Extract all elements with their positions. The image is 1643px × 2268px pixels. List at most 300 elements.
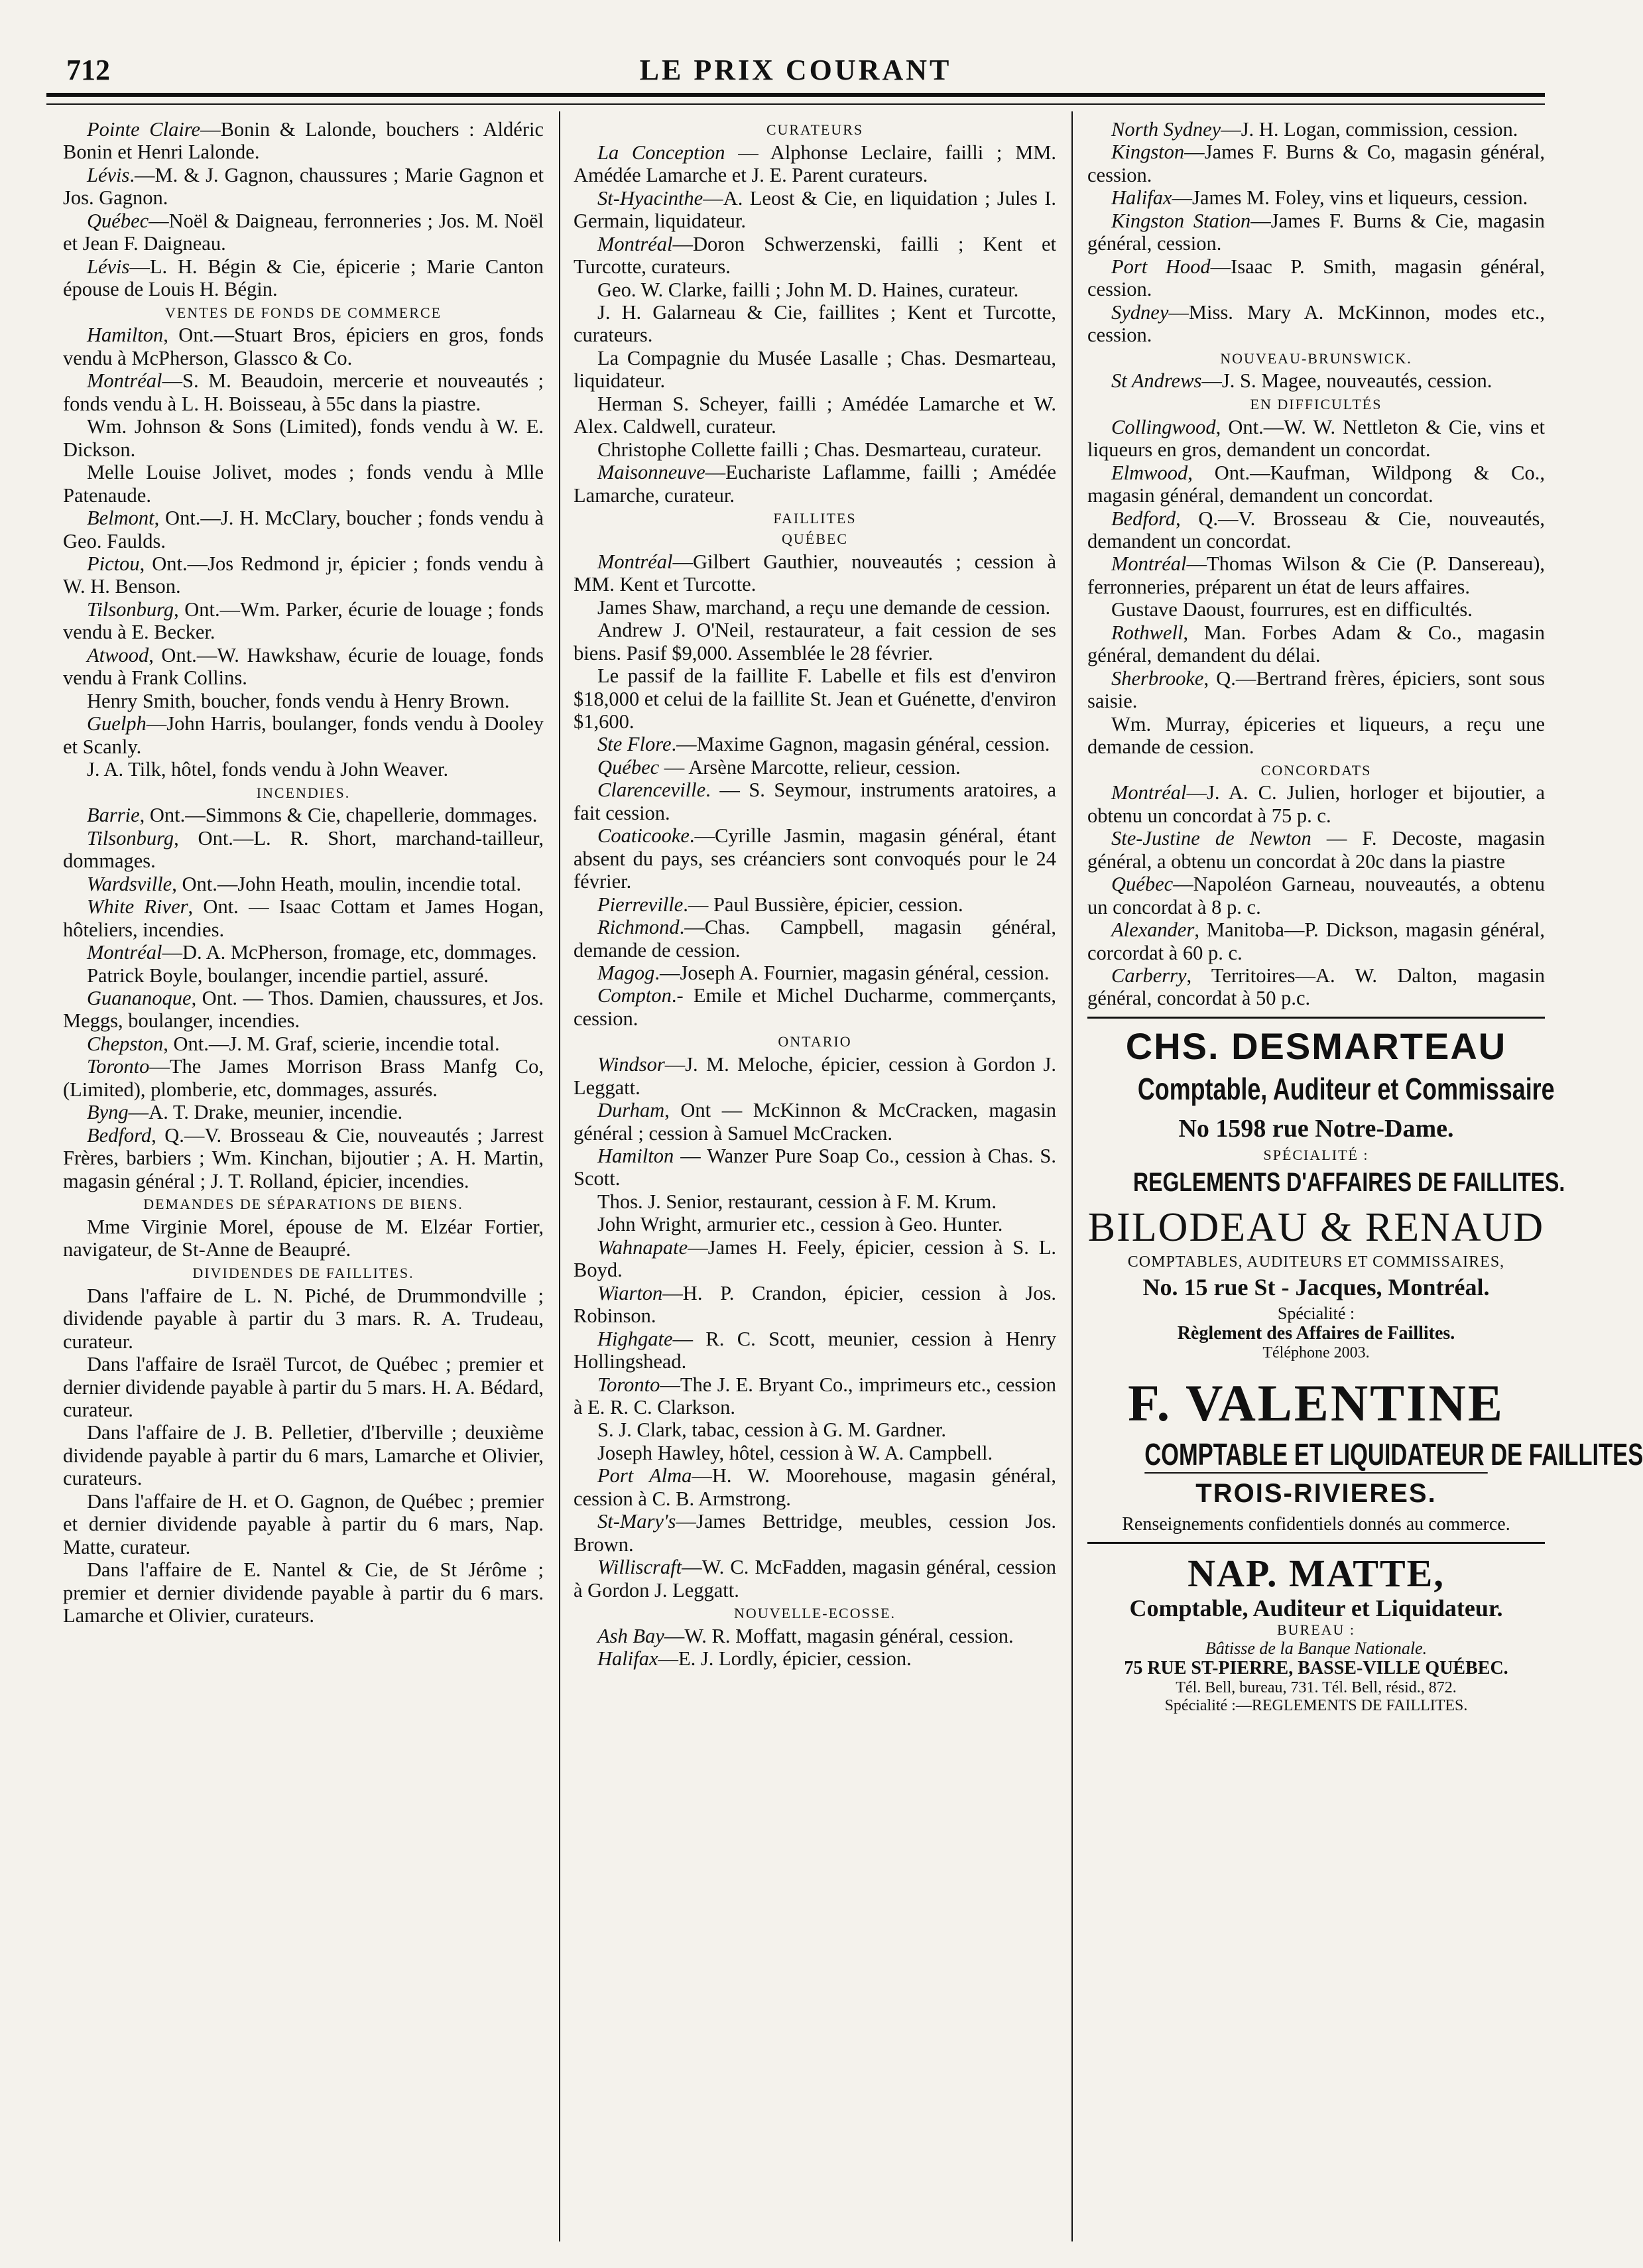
notice-entry — [574, 984, 1056, 1030]
notice-entry — [574, 1510, 1056, 1556]
notice-entry — [574, 619, 1056, 664]
entry-text: , Ont.—Jos Redmond jr, épicier ; fonds vendu à W. H. Benson. — [63, 552, 544, 598]
entry-place: Highgate — [597, 1327, 673, 1350]
notice-entry — [574, 438, 1056, 461]
notice-entry — [63, 1101, 544, 1123]
notice-entry — [1087, 621, 1545, 667]
entry-text: —J. A. C. Julien, horloger et bijoutier, a obtenu un concordat à 75 p. c. — [1087, 781, 1545, 827]
entry-text: , Ont.—W. Hawkshaw, écurie de louage, fonds vendu à Frank Collins. — [63, 643, 544, 690]
entry-text: —The James Morrison Brass Manfg Co, (Limited), plomberie, etc, dommages, assurés. — [63, 1055, 544, 1101]
entry-text: — Wanzer Pure Soap Co., cession à Chas. S. Scott. — [574, 1145, 1056, 1190]
entry-place: Alexander — [1111, 918, 1195, 942]
ad-matte-address: 75 RUE ST-PIERRE, BASSE-VILLE QUÉBEC. — [1124, 1658, 1508, 1679]
entry-place: Toronto — [597, 1373, 660, 1396]
header-rule-thick — [46, 93, 1545, 97]
notice-entry — [63, 1353, 544, 1421]
notice-entry — [63, 598, 544, 644]
separations-list — [63, 1216, 544, 1261]
notice-entry — [63, 987, 544, 1033]
entry-text: Andrew J. O'Neil, restaurateur, a fait cession de ses biens. Pasif $9,000. Assemblée le 28 février. — [574, 619, 1056, 664]
notice-entry — [574, 1418, 1056, 1441]
notice-entry — [63, 552, 544, 598]
notice-entry — [63, 712, 544, 758]
notice-entry — [63, 804, 544, 826]
section-heading-faillites: FAILLITES — [773, 510, 857, 527]
notice-entry — [574, 393, 1056, 438]
entry-place: Richmond — [597, 916, 680, 939]
notice-entry — [63, 164, 544, 210]
entry-place: Kingston Station — [1111, 209, 1251, 232]
notice-entry — [63, 690, 544, 712]
entry-place: Ash Bay — [597, 1624, 664, 1647]
column-3 — [1087, 118, 1643, 2248]
subheading-nouveau-brunswick: NOUVEAU-BRUNSWICK. — [1220, 349, 1412, 367]
notice-entry — [1087, 873, 1545, 918]
notice-entry — [574, 824, 1056, 893]
entry-place: White River — [87, 895, 188, 918]
entry-place: Halifax — [1111, 186, 1172, 210]
notice-entry — [1087, 598, 1545, 621]
entry-text: Joseph Hawley, hôtel, cession à W. A. Campbell. — [597, 1441, 993, 1464]
entry-text: Wm. Murray, épiceries et liqueurs, a reçu une demande de cession. — [1087, 712, 1545, 759]
entry-text: —James F. Burns & Co, magasin général, cession. — [1087, 141, 1545, 186]
entry-text: — R. C. Scott, meunier, cession à Henry Hollingshead. — [574, 1327, 1056, 1373]
entry-text: —A. T. Drake, meunier, incendie. — [128, 1101, 403, 1124]
notice-entry — [574, 1053, 1056, 1099]
notice-entry — [1087, 964, 1545, 1010]
entry-text: —H. W. Moorehouse, magasin général, cession à C. B. Armstrong. — [574, 1464, 1056, 1510]
entry-text: , Ont.—L. R. Short, marchand-tailleur, dommages. — [63, 826, 544, 873]
notice-entry — [574, 1464, 1056, 1510]
notice-entry — [574, 1236, 1056, 1282]
ad-desmarteau — [1087, 1025, 1565, 1198]
entry-text: —S. M. Beaudoin, mercerie et nouveautés ; fonds vendu à L. H. Boisseau, à 55c dans la piastre. — [63, 369, 544, 415]
notice-entry — [1087, 118, 1545, 141]
notice-entry — [574, 1442, 1056, 1464]
entry-text: — Alphonse Leclaire, failli ; MM. Amédée Lamarche et J. E. Parent curateurs. — [574, 141, 1056, 187]
entry-place: Pictou — [87, 552, 140, 576]
notice-entry — [574, 1328, 1056, 1373]
entry-place: St-Mary's — [597, 1510, 676, 1533]
curateurs-list — [574, 141, 1056, 507]
entry-text: —The J. E. Bryant Co., imprimeurs etc., cession à E. R. C. Clarkson. — [574, 1373, 1056, 1418]
column-divider-1 — [559, 111, 560, 2241]
entry-text: —Napoléon Garneau, nouveautés, a obtenu un concordat à 8 p. c. — [1087, 873, 1545, 918]
column-2 — [574, 118, 1056, 2248]
notice-entry — [574, 1190, 1056, 1213]
section-heading-curateurs: CURATEURS — [766, 121, 864, 138]
notice-entry — [1087, 210, 1545, 255]
entry-text: , Territoires—A. W. Dalton, magasin général, concordat à 50 p.c. — [1087, 964, 1545, 1010]
notice-entry — [574, 1647, 1056, 1670]
notice-entry — [63, 1124, 544, 1192]
entry-place: Tilsonburg — [87, 826, 174, 850]
notice-entry — [1087, 713, 1545, 759]
notice-entry — [63, 827, 544, 873]
entry-text: Mme Virginie Morel, épouse de M. Elzéar Fortier, navigateur, de St-Anne de Beaupré. — [63, 1215, 544, 1261]
entry-text: —J. M. Meloche, épicier, cession à Gordon J. Leggatt. — [574, 1053, 1056, 1099]
entry-place: Kingston — [1111, 141, 1185, 164]
entry-place: Coaticooke — [597, 824, 690, 848]
notice-entry — [63, 895, 544, 941]
entry-text: , Ont — McKinnon & McCracken, magasin général ; cession à Samuel McCracken. — [574, 1099, 1056, 1145]
ad-matte — [1087, 1552, 1545, 1715]
entry-text: , Q.—V. Brosseau & Cie, nouveautés, demandent un concordat. — [1087, 507, 1545, 552]
header-rule-thin — [46, 103, 1545, 105]
entry-text: —Doron Schwerzenski, failli ; Kent et Turcotte, curateurs. — [574, 232, 1056, 279]
entry-text: —John Harris, boulanger, fonds vendu à Dooley et Scanly. — [63, 712, 544, 758]
entry-place: Guelph — [87, 712, 147, 735]
notice-entry — [63, 369, 544, 415]
ne-continued-list — [1087, 118, 1545, 347]
entry-text: , Ont.—Kaufman, Wildpong & Co., magasin général, demandent un concordat. — [1087, 461, 1545, 507]
entry-place: Montréal — [87, 941, 162, 964]
quebec-list — [574, 550, 1056, 1031]
notice-entry — [1087, 416, 1545, 462]
column-1 — [63, 118, 544, 2248]
subheading-nouvelle-ecosse: NOUVELLE-ECOSSE. — [733, 1605, 896, 1622]
entry-place: Carberry — [1111, 964, 1187, 987]
entry-place: Atwood — [87, 643, 149, 666]
notice-entry — [574, 893, 1056, 916]
notice-entry — [574, 916, 1056, 962]
ad-divider — [1087, 1017, 1545, 1019]
entry-place: Clarenceville — [597, 779, 706, 802]
entry-text: —Gilbert Gauthier, nouveautés ; cession à MM. Kent et Turcotte. — [574, 550, 1056, 596]
entry-place: Chepston — [87, 1032, 164, 1055]
subheading-quebec: QUÉBEC — [782, 530, 848, 547]
nouvelle-ecosse-list — [574, 1625, 1056, 1670]
entry-text: —Thomas Wilson & Cie (P. Dansereau), ferronneries, préparent un état de leurs affaires. — [1087, 552, 1545, 598]
entry-place: Durham — [597, 1099, 665, 1122]
entry-place: Pointe Claire — [87, 118, 201, 141]
entry-text: , Ont. — Thos. Damien, chaussures, et Jos. Meggs, boulanger, incendies. — [63, 987, 544, 1033]
entry-place: Montréal — [597, 550, 673, 573]
ad-matte-building: Bâtisse de la Banque Nationale. — [1205, 1639, 1428, 1659]
notice-entry — [574, 187, 1056, 233]
section-heading-ventes: VENTES DE FONDS DE COMMERCE — [164, 304, 442, 321]
page-number: 712 — [66, 54, 110, 86]
entry-place: Ste Flore — [597, 733, 672, 756]
entry-text: , Manitoba—P. Dickson, magasin général, corcordat à 60 p. c. — [1087, 918, 1545, 964]
notice-entry — [1087, 369, 1545, 392]
entry-place: Québec — [597, 755, 660, 779]
notice-entry — [63, 1490, 544, 1558]
ad-bilodeau-name: BILODEAU & RENAUD — [1087, 1205, 1545, 1251]
entry-place: Pierreville — [597, 893, 684, 916]
entry-place: St-Hyacinthe — [597, 186, 703, 210]
section-heading-separations: DEMANDES DE SÉPARATIONS DE BIENS. — [143, 1196, 463, 1213]
entry-place: Windsor — [597, 1053, 665, 1076]
entry-place: Wahnapate — [597, 1235, 688, 1259]
entry-place: Maisonneuve — [597, 461, 705, 484]
notice-entry — [574, 1625, 1056, 1647]
entry-place: North Sydney — [1111, 118, 1221, 141]
entry-text: —H. P. Crandon, épicier, cession à Jos. Robinson. — [574, 1281, 1056, 1328]
entry-place: Montréal — [1111, 552, 1187, 576]
entry-place: Wiarton — [597, 1281, 663, 1304]
ad-matte-name: NAP. MATTE, — [1187, 1551, 1445, 1595]
entry-text: .—Maxime Gagnon, magasin général, cession. — [671, 733, 1050, 756]
entry-text: Geo. W. Clarke, failli ; John M. D. Haines, curateur. — [597, 278, 1019, 301]
entry-text: —James H. Feely, épicier, cession à S. L. Boyd. — [574, 1235, 1056, 1282]
entry-text: — Arsène Marcotte, relieur, cession. — [659, 755, 961, 779]
entry-text: —J. S. Magee, nouveautés, cession. — [1201, 369, 1492, 393]
entry-place: Tilsonburg — [87, 598, 174, 621]
entry-place: Elmwood — [1111, 461, 1188, 484]
entry-text: —L. H. Bégin & Cie, épicerie ; Marie Canton épouse de Louis H. Bégin. — [63, 255, 544, 301]
ad-valentine-note: Renseignements confidentiels donnés au commerce. — [1122, 1514, 1510, 1535]
notice-entry — [1087, 255, 1545, 301]
notice-entry — [574, 347, 1056, 393]
notice-entry — [63, 1421, 544, 1489]
entry-place: Guananoque — [87, 987, 192, 1010]
notice-entry — [574, 1373, 1056, 1419]
notice-entry — [63, 1558, 544, 1627]
ad-valentine-name: F. VALENTINE — [1128, 1374, 1504, 1432]
notice-entry — [63, 255, 544, 301]
entry-text: —Euchariste Laflamme, failli ; Amédée Lamarche, curateur. — [574, 461, 1056, 507]
entry-text: Herman S. Scheyer, failli ; Amédée Lamarche et W. Alex. Caldwell, curateur. — [574, 392, 1056, 438]
entry-place: Montréal — [597, 232, 673, 255]
notice-entry — [63, 118, 544, 164]
entry-text: —James F. Burns & Cie, magasin général, cession. — [1087, 209, 1545, 255]
entry-text: , Ont.—Simmons & Cie, chapellerie, dommages. — [139, 804, 538, 827]
notice-entry — [63, 461, 544, 507]
notice-entry — [574, 233, 1056, 279]
entry-text: —E. J. Lordly, épicier, cession. — [658, 1647, 912, 1670]
entry-text: Melle Louise Jolivet, modes ; fonds vendu à Mlle Patenaude. — [63, 461, 544, 507]
notice-entry — [1087, 827, 1545, 873]
nouveau-brunswick-list — [1087, 369, 1545, 392]
entry-text: —James M. Foley, vins et liqueurs, cession. — [1172, 186, 1528, 210]
entry-place: Québec — [87, 209, 149, 232]
entry-text: .—Joseph A. Fournier, magasin général, cession. — [654, 961, 1050, 984]
difficultes-list — [1087, 416, 1545, 759]
entry-text: —D. A. McPherson, fromage, etc, dommages. — [162, 941, 537, 964]
notice-entry — [1087, 552, 1545, 598]
ad-matte-bureau-label: BUREAU : — [1276, 1621, 1356, 1639]
notice-entry — [1087, 186, 1545, 209]
notice-entry — [63, 324, 544, 369]
notice-entry — [574, 1213, 1056, 1235]
entry-text: J. H. Galarneau & Cie, faillites ; Kent et Turcotte, curateurs. — [574, 301, 1056, 347]
notice-entry — [574, 733, 1056, 755]
notice-entry — [63, 1216, 544, 1261]
ad-matte-title: Comptable, Auditeur et Liquidateur. — [1129, 1595, 1503, 1622]
notice-entry — [63, 964, 544, 987]
notice-entry — [574, 756, 1056, 779]
entry-text: —Noël & Daigneau, ferronneries ; Jos. M. Noël et Jean F. Daigneau. — [63, 209, 544, 255]
notice-entry — [63, 941, 544, 964]
notice-entry — [574, 301, 1056, 347]
entry-place: Bedford — [87, 1123, 152, 1147]
entry-text: .- Emile et Michel Ducharme, commerçants, cession. — [574, 984, 1056, 1030]
notice-entry — [574, 1282, 1056, 1328]
notice-entry — [63, 1285, 544, 1353]
entry-text: —Bonin & Lalonde, bouchers : Aldéric Bonin et Henri Lalonde. — [63, 118, 544, 164]
entry-text: Patrick Boyle, boulanger, incendie partiel, assuré. — [87, 964, 489, 987]
entry-text: Wm. Johnson & Sons (Limited), fonds vendu à W. E. Dickson. — [63, 415, 544, 461]
ad-bilodeau-title: COMPTABLES, AUDITEURS ET COMMISSAIRES, — [1127, 1253, 1505, 1271]
entry-place: Sydney — [1111, 300, 1169, 324]
ad-desmarteau-specialty-label: SPÉCIALITÉ : — [1263, 1147, 1369, 1164]
entry-text: Dans l'affaire de H. et O. Gagnon, de Québec ; premier et dernier dividende payable à partir du 6 mars, Nap. Matte, curateur. — [63, 1489, 544, 1558]
entry-text: —Isaac P. Smith, magasin général, cession. — [1087, 255, 1545, 301]
running-title: LE PRIX COURANT — [639, 54, 952, 86]
entry-text: , Ont.—Wm. Parker, écurie de louage ; fonds vendu à E. Becker. — [63, 598, 544, 644]
entry-text: —A. Leost & Cie, en liquidation ; Jules I. Germain, liquidateur. — [574, 186, 1056, 233]
section-heading-incendies: INCENDIES. — [256, 784, 351, 801]
entry-place: La Conception — [597, 141, 725, 164]
notice-entry — [574, 550, 1056, 596]
ad-desmarteau-name: CHS. DESMARTEAU — [1125, 1025, 1507, 1067]
entry-text: —W. C. McFadden, magasin général, cession à Gordon J. Leggatt. — [574, 1556, 1056, 1602]
entry-place: Rothwell — [1111, 621, 1184, 644]
entry-text: John Wright, armurier etc., cession à Geo. Hunter. — [597, 1213, 1003, 1236]
entry-place: Hamilton — [87, 324, 164, 347]
ad-valentine-title: COMPTABLE ET LIQUIDATEUR DE FAILLITES — [1144, 1438, 1488, 1474]
entry-place: Barrie — [87, 804, 140, 827]
notice-entry — [574, 1145, 1056, 1190]
notice-entry — [574, 279, 1056, 301]
ad-bilodeau-specialty-label: Spécialité : — [1277, 1303, 1355, 1323]
entry-place: St Andrews — [1111, 369, 1202, 393]
entry-text: , Ont.—W. W. Nettleton & Cie, vins et liqueurs en gros, demandent un concordat. — [1087, 415, 1545, 462]
entry-text: S. J. Clark, tabac, cession à G. M. Gardner. — [597, 1418, 947, 1442]
entry-place: Lévis — [87, 163, 130, 186]
entry-text: —James Bettridge, meubles, cession Jos. Brown. — [574, 1510, 1056, 1556]
entry-text: J. A. Tilk, hôtel, fonds vendu à John Weaver. — [87, 758, 449, 781]
ad-divider-2 — [1087, 1542, 1545, 1544]
entry-place: Montréal — [1111, 781, 1187, 804]
entry-text: . — S. Seymour, instruments aratoires, a fait cession. — [574, 779, 1056, 824]
notice-entry — [574, 1099, 1056, 1145]
entry-text: — F. Decoste, magasin général, a obtenu un concordat à 20c dans la piastre — [1087, 827, 1545, 873]
subheading-ontario: ONTARIO — [778, 1033, 852, 1050]
notice-entry — [574, 596, 1056, 619]
notice-entry — [1087, 918, 1545, 964]
section-heading-dividendes: DIVIDENDES DE FAILLITES. — [192, 1264, 414, 1281]
notice-entry — [574, 141, 1056, 187]
entry-text: Dans l'affaire de L. N. Piché, de Drummondville ; dividende payable à partir du 3 mars. R. A. Trudeau, curateur. — [63, 1284, 544, 1353]
entry-place: Collingwood — [1111, 415, 1216, 438]
entry-text: , Ont.—J. H. McClary, boucher ; fonds vendu à Geo. Faulds. — [63, 507, 544, 552]
ad-desmarteau-specialty: REGLEMENTS D'AFFAIRES DE FAILLITES. — [1133, 1167, 1565, 1197]
notice-entry — [63, 1033, 544, 1055]
entry-text: Dans l'affaire de J. B. Pelletier, d'Iberville ; deuxième dividende payable à partir du 6 mars, Lamarche et Olivier, curateurs. — [63, 1421, 544, 1490]
entry-place: Lévis — [87, 255, 130, 278]
notice-entry — [1087, 462, 1545, 507]
entry-place: Bedford — [1111, 507, 1176, 530]
entry-text: Thos. J. Senior, restaurant, cession à F. M. Krum. — [597, 1190, 997, 1213]
entry-text: , Man. Forbes Adam & Co., magasin général, demandent du délai. — [1087, 621, 1545, 667]
ad-bilodeau-address: No. 15 rue St - Jacques, Montréal. — [1142, 1274, 1490, 1301]
entry-text: .— Paul Bussière, épicier, cession. — [683, 893, 963, 916]
entry-text: Le passif de la faillite F. Labelle et fils est d'environ $18,000 et celui de la faillite St. Jean et Guénette, d'environ $1,600. — [574, 664, 1056, 733]
entry-text: La Compagnie du Musée Lasalle ; Chas. Desmarteau, liquidateur. — [574, 346, 1056, 393]
entry-place: Ste-Justine de Newton — [1111, 827, 1311, 850]
entry-place: Hamilton — [597, 1145, 674, 1168]
entry-text: Dans l'affaire de Israël Turcot, de Québec ; premier et dernier dividende payable à partir du 5 mars. H. A. Bédard, curateur. — [63, 1353, 544, 1421]
entry-place: Québec — [1111, 873, 1174, 896]
entry-text: Dans l'affaire de E. Nantel & Cie, de St Jérôme ; premier et dernier dividende payable à partir du 6 mars. Lamarche et Olivier, curateurs. — [63, 1558, 544, 1627]
entry-place: Montréal — [87, 369, 162, 393]
dividendes-list — [63, 1285, 544, 1627]
notice-entry — [574, 461, 1056, 507]
entry-text: Henry Smith, boucher, fonds vendu à Henry Brown. — [87, 689, 510, 712]
entry-place: Halifax — [597, 1647, 658, 1670]
ad-desmarteau-address: No 1598 rue Notre-Dame. — [1178, 1115, 1454, 1143]
entry-place: Williscraft — [597, 1556, 682, 1579]
entry-text: James Shaw, marchand, a reçu une demande de cession. — [597, 596, 1051, 619]
ad-valentine — [1087, 1374, 1643, 1535]
entry-text: —Miss. Mary A. McKinnon, modes etc., cession. — [1087, 300, 1545, 347]
notice-entry — [574, 779, 1056, 824]
notice-entry — [1087, 667, 1545, 713]
entry-text: , Ont.—John Heath, moulin, incendie total. — [172, 872, 522, 895]
notice-entry — [1087, 301, 1545, 347]
ad-matte-specialty: Spécialité :—REGLEMENTS DE FAILLITES. — [1164, 1697, 1468, 1715]
entry-place: Belmont — [87, 507, 154, 530]
notice-entry — [63, 507, 544, 552]
entry-text: —J. H. Logan, commission, cession. — [1221, 118, 1518, 141]
entry-place: Port Alma — [597, 1464, 692, 1487]
notice-entry — [574, 1556, 1056, 1602]
ad-bilodeau-specialty: Règlement des Affaires de Faillites. — [1177, 1323, 1455, 1344]
ontario-list — [574, 1053, 1056, 1602]
entry-text: , Ont.—J. M. Graf, scierie, incendie total. — [163, 1032, 500, 1055]
notice-entry — [63, 415, 544, 461]
entry-text: —W. R. Moffatt, magasin général, cession. — [664, 1624, 1014, 1647]
notice-entry — [63, 210, 544, 255]
notice-entry — [63, 1055, 544, 1101]
entry-text: .—Chas. Campbell, magasin général, demande de cession. — [574, 916, 1056, 962]
ad-bilodeau-renaud — [1087, 1204, 1545, 1362]
entry-text: .—Cyrille Jasmin, magasin général, étant absent du pays, ses créanciers sont convoqués pour le 24 février. — [574, 824, 1056, 893]
entry-text: .—M. & J. Gagnon, chaussures ; Marie Gagnon et Jos. Gagnon. — [63, 163, 544, 210]
ad-matte-phones: Tél. Bell, bureau, 731. Tél. Bell, résid., 872. — [1176, 1679, 1457, 1697]
incendies-list — [63, 804, 544, 1192]
entry-place: Magog — [597, 961, 655, 984]
notice-entry — [63, 873, 544, 895]
entry-place: Wardsville — [87, 872, 172, 895]
section-heading-difficultes: EN DIFFICULTÉS — [1250, 395, 1382, 412]
ventes-list — [63, 324, 544, 781]
entry-place: Compton — [597, 984, 672, 1007]
entry-text: , Ont. — Isaac Cottam et James Hogan, hôteliers, incendies. — [63, 895, 544, 941]
section-heading-concordats: CONCORDATS — [1260, 761, 1372, 779]
notice-entry — [1087, 141, 1545, 186]
ad-desmarteau-title: Comptable, Auditeur et Commissaire — [1137, 1072, 1555, 1107]
entry-place: Port Hood — [1111, 255, 1211, 278]
ad-valentine-city: TROIS-RIVIERES. — [1195, 1479, 1437, 1509]
entry-text: Christophe Collette failli ; Chas. Desmarteau, curateur. — [597, 438, 1042, 461]
entry-text: Gustave Daoust, fourrures, est en difficultés. — [1111, 598, 1473, 621]
notice-entry — [1087, 781, 1545, 827]
entry-text: , Ont.—Stuart Bros, épiciers en gros, fonds vendu à McPherson, Glassco & Co. — [63, 324, 544, 369]
notice-entry — [574, 962, 1056, 984]
entry-place: Toronto — [87, 1055, 150, 1078]
notice-entry — [1087, 507, 1545, 553]
column-divider-2 — [1071, 111, 1073, 2241]
entry-text: , Q.—V. Brosseau & Cie, nouveautés ; Jarrest Frères, barbiers ; Wm. Kinchan, bijoutier ; A. H. Martin, magasin général ; J. T. Rolland, épicier, incendies. — [63, 1123, 544, 1192]
assignments-list — [63, 118, 544, 301]
notice-entry — [574, 664, 1056, 733]
concordats-list — [1087, 781, 1545, 1010]
notice-entry — [63, 644, 544, 690]
entry-place: Sherbrooke — [1111, 666, 1204, 690]
